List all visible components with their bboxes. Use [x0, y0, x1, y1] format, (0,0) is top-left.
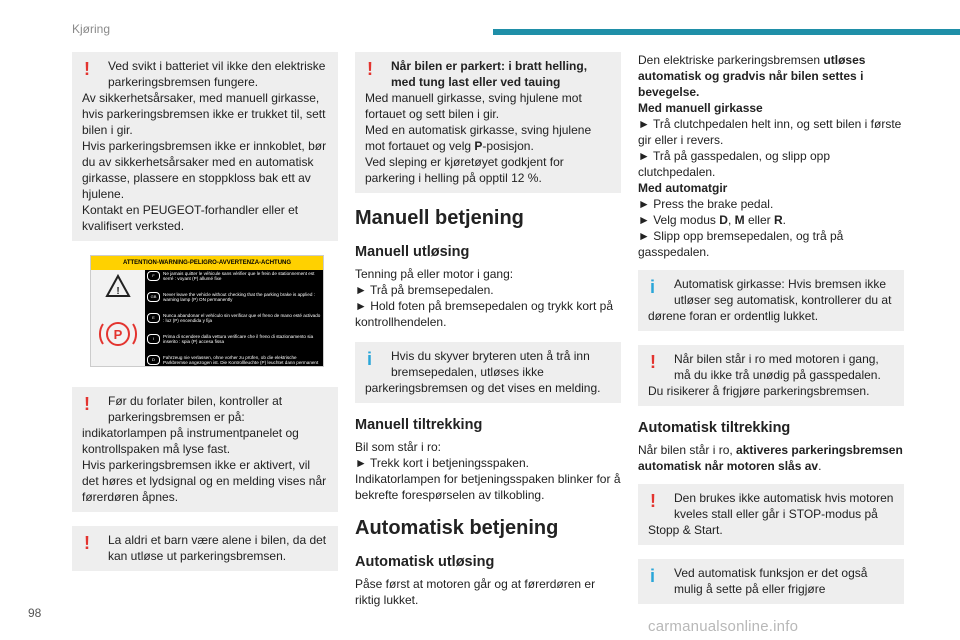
- subheading-automatic-gearbox: Med automatgir: [638, 181, 728, 195]
- paragraph: Påse først at motoren går og at førerdøren er riktig lukket.: [355, 577, 596, 607]
- warning-text: Kontakt en PEUGEOT-forhandler eller et kvalifisert verksted.: [82, 203, 299, 233]
- warning-box-battery: [72, 52, 338, 241]
- paragraph: Tenning på eller motor i gang:: [355, 267, 514, 281]
- info-box-automatic-function: [638, 559, 904, 604]
- paragraph: Indikatorlampen for betjeningsspaken blinker for å bekrefte forespørselen av tilkobling.: [355, 472, 621, 502]
- heading-manual-apply: Manuell tiltrekking: [355, 417, 483, 433]
- exclamation-icon: !: [84, 394, 90, 414]
- warning-box-parked: [355, 52, 621, 193]
- exclamation-icon: !: [84, 533, 90, 553]
- exclamation-icon: !: [367, 59, 373, 79]
- label-row: F Ne jamais quitter le véhicule sans vérifier que le frein de stationnement est serré : voyant (P) allumé fixe: [145, 270, 323, 291]
- step: ► Trekk kort i betjeningsspaken.: [355, 456, 529, 470]
- info-text: parkeringsbremsen og det vises en melding.: [365, 381, 601, 395]
- warning-text: Stopp & Start.: [648, 523, 723, 537]
- running-header: Kjøring: [72, 22, 111, 36]
- label-row: D Fahrzeug nie verlassen, ohne vorher zu prüfen, ob die elektrische Parkbremse angezogen ist. Die Kontrollleuchte (P) leuchtet dann permanent: [145, 354, 323, 375]
- info-icon: i: [367, 349, 373, 369]
- exclamation-icon: !: [650, 491, 656, 511]
- info-lead: Automatisk girkasse: Hvis bremsen ikke utløser seg automatisk, kontrollerer du at: [674, 277, 892, 307]
- heading-manual-release: Manuell utløsing: [355, 244, 470, 260]
- exclamation-icon: !: [84, 59, 90, 79]
- step: ► Trå på gasspedalen, og slipp opp clutchpedalen.: [638, 149, 831, 179]
- warning-box-stall: [638, 484, 904, 545]
- info-box-switch: [355, 342, 621, 403]
- warning-text: Av sikkerhetsårsaker, med manuell girkasse, hvis parkeringsbremsen ikke er trukket til, sett bilen i gir.: [82, 91, 326, 137]
- heading-automatic-operation: Automatisk betjening: [355, 517, 559, 539]
- step: ► Trå clutchpedalen helt inn, og sett bilen i første gir eller i revers.: [638, 117, 902, 147]
- heading-manual-operation: Manuell betjening: [355, 207, 524, 229]
- warning-text: Hvis parkeringsbremsen ikke er innkoblet, bør du av sikkerhetsårsaker med en automatisk girkasse, plassere en stoppkloss bak ett av hjulene.: [82, 139, 327, 201]
- info-lead: Hvis du skyver bryteren uten å trå inn bremsepedalen, utløses ikke: [391, 349, 590, 379]
- warning-text: Ved sleping er kjøretøyet godkjent for parkering i helling på opptil 12 %.: [365, 155, 564, 185]
- warning-lead: Ved svikt i batteriet vil ikke den elektriske parkeringsbremsen fungere.: [108, 59, 326, 89]
- warning-text: Med manuell girkasse, sving hjulene mot fortauet og sett bilen i gir.: [365, 91, 582, 121]
- warning-lead: La aldri et barn være alene i bilen, da det kan utløse ut parkeringsbremsen.: [108, 533, 327, 563]
- step: ► Hold foten på bremsepedalen og trykk kort på kontrollhendelen.: [355, 299, 614, 329]
- warning-box-leave-vehicle: [72, 387, 338, 512]
- label-icons: [91, 270, 145, 366]
- info-icon: i: [650, 277, 656, 297]
- parking-brake-warning-label: [90, 255, 324, 367]
- warning-triangle-icon: [91, 270, 145, 366]
- warning-box-accelerator: [638, 345, 904, 406]
- label-translations: [145, 270, 323, 366]
- warning-lead: Når bilen står i ro med motoren i gang, må du ikke trå unødig på gasspedalen.: [674, 352, 881, 382]
- warning-lead: Når bilen er parkert: i bratt helling, med tung last eller ved tauing: [391, 59, 588, 89]
- paragraph: Bil som står i ro:: [355, 440, 442, 454]
- warning-text: Med en automatisk girkasse, sving hjulene mot fortauet og velg P-posisjon.: [365, 123, 592, 153]
- info-icon: i: [650, 566, 656, 586]
- label-title: ATTENTION-WARNING-PELIGRO-AVVERTENZA-ACHTUNG: [91, 256, 323, 270]
- warning-text: indikatorlampen på instrumentpanelet og kontrollspaken må lyse fast.: [82, 426, 299, 456]
- column-3: [638, 52, 904, 618]
- step: ► Slipp opp bremsepedalen, og trå på gasspedalen.: [638, 229, 844, 259]
- step: ► Press the brake pedal.: [638, 197, 774, 211]
- warning-text: Du risikerer å frigjøre parkeringsbremsen.: [648, 384, 870, 398]
- label-row: I Prima di scendere dalla vettura verificare che il freno di stazionamento sia inserito : spia (P) accesa fissa: [145, 333, 323, 354]
- warning-lead: Før du forlater bilen, kontroller at parkeringsbremsen er på:: [108, 394, 283, 424]
- warning-text: Hvis parkeringsbremsen ikke er aktivert, vil det høres et lydsignal og en melding vises når førerdøren åpnes.: [82, 458, 327, 504]
- paragraph: Når bilen står i ro, aktiveres parkeringsbremsen automatisk når motoren slås av.: [638, 443, 903, 473]
- heading-automatic-release: Automatisk utløsing: [355, 554, 495, 570]
- column-2: [355, 52, 621, 608]
- svg-text:!: !: [116, 286, 120, 297]
- step: ► Velg modus D, M eller R.: [638, 213, 786, 227]
- heading-automatic-apply: Automatisk tiltrekking: [638, 420, 791, 436]
- label-row: E Nunca abandonar el vehículo sin verificar que el freno de mano esté activado : luz (P) encendida y fija: [145, 312, 323, 333]
- info-box-auto-gearbox: [638, 270, 904, 331]
- header-accent-bar: [493, 29, 960, 35]
- subheading-manual-gearbox: Med manuell girkasse: [638, 101, 763, 115]
- column-1: [72, 52, 338, 585]
- page-number: 98: [28, 606, 42, 620]
- step: ► Trå på bremsepedalen.: [355, 283, 494, 297]
- info-lead: Ved automatisk funksjon er det også mulig å sette på eller frigjøre: [674, 566, 868, 596]
- svg-text:P: P: [113, 327, 123, 342]
- warning-lead: Den brukes ikke automatisk hvis motoren kveles stall eller går i STOP-modus på: [674, 491, 894, 521]
- exclamation-icon: !: [650, 352, 656, 372]
- paragraph: Den elektriske parkeringsbremsen utløses automatisk og gradvis når bilen settes i bevegelse.: [638, 53, 866, 99]
- watermark: carmanualsonline.info: [648, 618, 799, 635]
- label-row: GB Never leave the vehicle without checking that the parking brake is applied : warning lamp (P) ON permanently: [145, 291, 323, 312]
- warning-box-child: [72, 526, 338, 571]
- info-text: dørene foran er ordentlig lukket.: [648, 309, 819, 323]
